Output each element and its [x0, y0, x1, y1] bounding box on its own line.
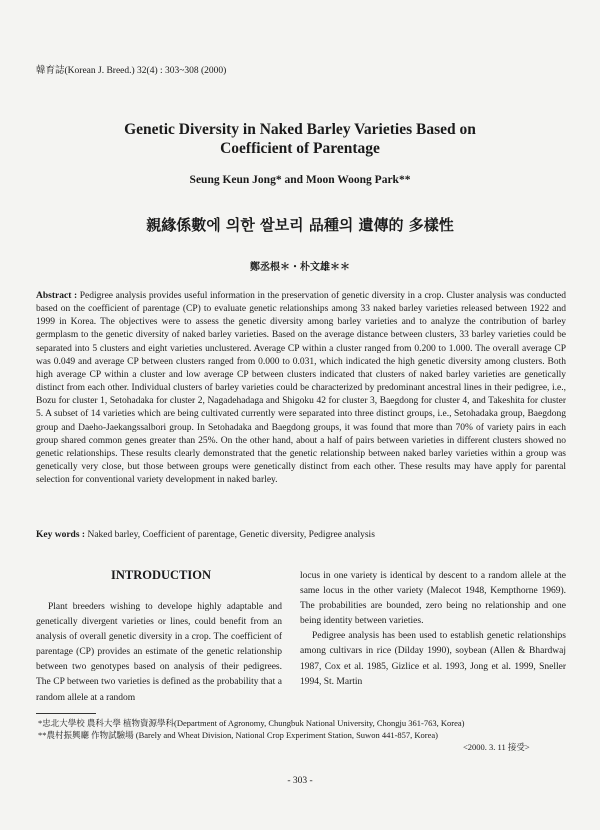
abstract — [36, 290, 566, 487]
paper-title-line-2: Coefficient of Parentage — [220, 140, 380, 157]
footnote-affiliation-1: *忠北大學校 農科大學 植物資源學科(Department of Agronomy, Chungbuk National University, Chongju 361-763, Korea) — [38, 718, 465, 728]
page-number: - 303 - — [287, 776, 313, 786]
introduction-left-column: Plant breeders wishing to develope highly adaptable and genetically divergent varieties or lines, could benefit from an analysis of overall genetic diversity in a crop. The coefficient of parentage (CP) provides an estimate of the genetic relationship between two genotypes based on analysis of their pedigrees. The CP between two varieties is defined as the probability that a random allele at a random — [36, 602, 282, 703]
keywords-text: Naked barley, Coefficient of parentage, Genetic diversity, Pedigree analysis — [87, 530, 375, 540]
introduction-heading: INTRODUCTION — [110, 568, 211, 582]
paper-title-line-1: Genetic Diversity in Naked Barley Varieties Based on — [124, 121, 476, 138]
footnote-divider — [36, 713, 96, 714]
korean-title: 親緣係數에 의한 쌀보리 品種의 遺傳的 多樣性 — [146, 216, 454, 234]
received-date: <2000. 3. 11 接受> — [463, 742, 530, 752]
introduction-right-column — [300, 569, 566, 690]
introduction-paragraph-2: Pedigree analysis has been used to establish genetic relationships among cultivars in rice (Dilday 1990), soybean (Allen & Bhardwaj 1987, Cox et al. 1985, Gizlice et al. 1993, Jong et al. 1999, Sneller 1994, St. Martin — [300, 631, 566, 687]
paper-title — [0, 120, 600, 158]
korean-author-names: 鄭丞根＊・朴文雄＊＊ — [250, 262, 350, 273]
keywords — [36, 530, 566, 540]
abstract-label: Abstract : — [36, 291, 78, 301]
abstract-text: Pedigree analysis provides useful information in the preservation of genetic diversity in a crop. Cluster analysis was conducted based on the coefficient of parentage (CP) to evaluate genetic relationships among 33 naked barley varieties released between 1922 and 1999 in Korea. The objectives were to assess the genetic diversity among barley varieties and to analyze the contribution of barley germplasm to the genetic diversity of naked barley varieties. Based on the average distance between clusters, 33 barley varieties could be separated into 5 clusters and eight varieties unclustered. Average CP within a cluster ranged from 0.200 to 1.000. The overall average CP was 0.049 and average CP between clusters ranged from 0.000 to 0.031, which indicated the high genetic diversity among clusters. Both high average CP within a cluster and low average CP between clusters indicated that clusters of naked barley varieties are genetically distinct from each other. Individual clusters of barley varieties could be characterized by predominant ancestral lines in their pedigree, i.e., Bozu for cluster 1, Setohadaka for cluster 2, Nagadehadaga and Shigoku 42 for cluster 3, Baegdong for cluster 4, and Takeshita for cluster 5. A subset of 14 varieties which are being cultivated currently were separated into three distinct groups, i.e., Setohadaka group, Baegdong group and Daeho-Jaekangssalbori group. In Setohadaka and Baegdong groups, it was found that more than 70% of variety pairs in each group shared common genes greater than 25%. On the other hand, about a half of pairs between varieties in different clusters showed no genetic relationships. These results clearly demonstrated that the genetic relationship between naked barley varieties within a group was genetically very close, but those between groups were genetically distinct from each other. These results may have apply for parental selection for conventional variety development in naked barley. — [36, 291, 567, 486]
introduction-paragraph-1: locus in one variety is identical by descent to a random allele at the same locus in the other variety (Malecot 1948, Kempthorne 1969). The probabilities are bounded, zero being no relationship and one being identity between varieties. — [300, 571, 566, 627]
keywords-label: Key words : — [36, 530, 86, 540]
author-names: Seung Keun Jong* and Moon Woong Park** — [189, 174, 411, 186]
journal-citation: 韓育誌(Korean J. Breed.) 32(4) : 303~308 (2000) — [36, 66, 227, 76]
footnote-affiliation-2: **農村振興廳 作物試驗場 (Barely and Wheat Division, National Crop Experiment Station, Suwon 441-857, Korea) — [38, 730, 438, 740]
